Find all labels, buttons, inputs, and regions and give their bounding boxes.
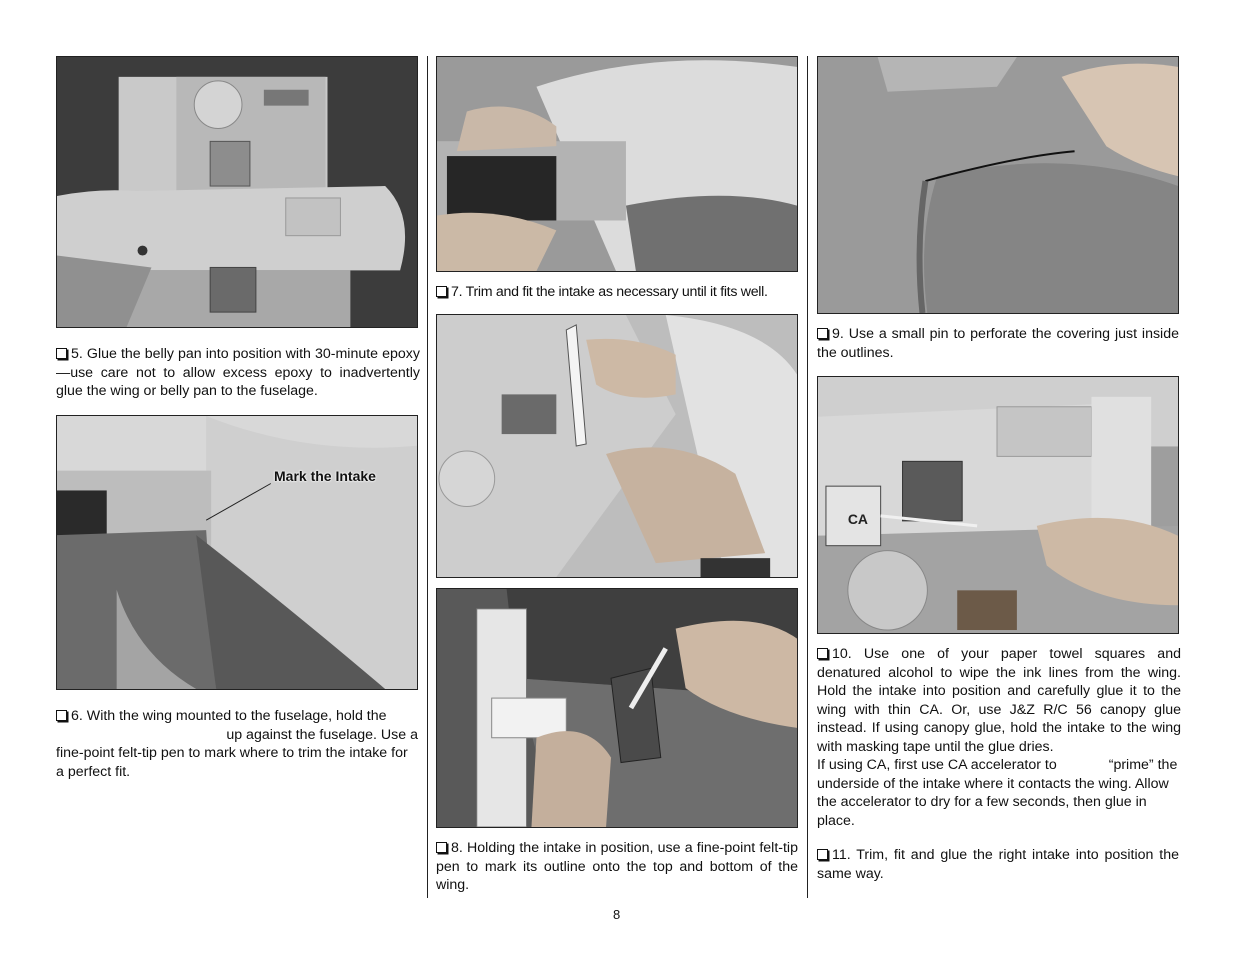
checkbox-icon[interactable]: [436, 286, 447, 297]
step-text: Trim, fit and glue the right intake into position the same way.: [817, 847, 1179, 882]
photo-mark-outline-top: [436, 588, 798, 828]
photo-mark-intake: [56, 415, 418, 690]
step-7-caption: [436, 283, 804, 302]
step-text: the underside of the intake where it contacts the wing. Allow the accelerator to dry for a few seconds, then glue in place.: [817, 757, 1178, 829]
column-divider: [427, 56, 428, 898]
checkbox-icon[interactable]: [56, 348, 67, 359]
step-number: 9.: [832, 326, 844, 342]
step-5-caption: [56, 345, 420, 401]
step-9-caption: [817, 325, 1179, 362]
step-number: 8.: [451, 840, 463, 856]
step-text: Holding the intake in position, use a fine-point felt-tip pen to mark its outline onto the top and bottom of the wing.: [436, 840, 798, 893]
photo-mark-outline-bottom: [436, 314, 798, 578]
checkbox-icon[interactable]: [817, 328, 828, 339]
step-text: Use a small pin to perforate the covering just inside the outlines.: [817, 326, 1179, 361]
checkbox-icon[interactable]: [436, 842, 447, 853]
photo-trim-intake: [436, 56, 798, 272]
photo-belly-pan: [56, 56, 418, 328]
step-number: 5.: [71, 346, 83, 362]
step-number: 11.: [832, 847, 851, 863]
photo-perforate-covering: [817, 56, 1179, 314]
step-6-caption: [56, 707, 418, 781]
page-number: 8: [613, 907, 621, 922]
step-text: With the wing mounted to the fuselage, hold the: [86, 708, 387, 724]
column-divider: [807, 56, 808, 898]
step-11-caption: [817, 846, 1179, 883]
step-text: Use one of your paper towel squares and denatured alcohol to wipe the ink lines from the wing. Hold the intake into position and carefully glue it to the wing with thin CA. Or, use J&Z R/C 56 canopy glue instead. If using canopy glue, hold the intake to the wing with masking tape until the glue dries.: [817, 646, 1181, 755]
step-text: If using CA, first use CA accelerator to: [817, 757, 1057, 773]
step-text: “prime”: [1108, 757, 1154, 773]
step-number: 10.: [832, 646, 852, 662]
step-10-caption: [817, 645, 1181, 830]
checkbox-icon[interactable]: [817, 648, 828, 659]
step-8-caption: [436, 839, 798, 895]
mark-the-intake-label: Mark the Intake: [274, 468, 376, 484]
step-text: fine-point felt-tip pen to mark where to trim the intake for a perfect fit.: [56, 745, 408, 780]
step-text: up against the fuselage. Use a: [226, 726, 418, 743]
ca-bottle-label: CA: [847, 510, 868, 527]
step-number: 7.: [451, 284, 463, 300]
step-text: Glue the belly pan into position with 30-minute epoxy—use care not to allow excess epoxy to inadvertently glue the wing or belly pan to the fuselage.: [56, 346, 420, 399]
step-number: 6.: [71, 708, 83, 724]
checkbox-icon[interactable]: [56, 710, 67, 721]
photo-glue-intake: [817, 376, 1179, 634]
checkbox-icon[interactable]: [817, 849, 828, 860]
step-text: Trim and fit the intake as necessary until it fits well.: [465, 284, 768, 300]
